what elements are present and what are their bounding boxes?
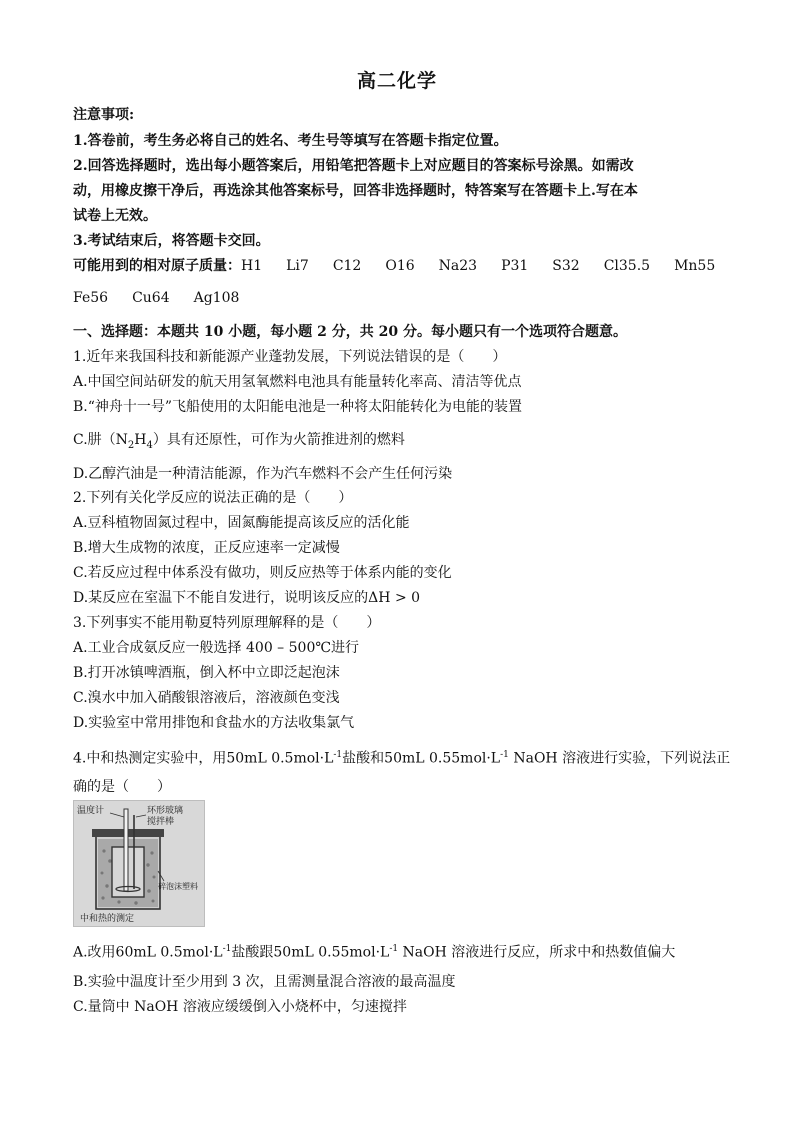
atomic-mass-list-1 (241, 258, 741, 274)
mass-item: Na23 (438, 258, 478, 274)
thermometer-shape (124, 809, 128, 891)
q4-option-b: B.实验中温度计至少用到 3 次，且需测量混合溶液的最高温度 (73, 974, 456, 990)
q4-a-sup-2: -1 (389, 944, 399, 954)
q2-option-d: D.某反应在室温下不能自发进行，说明该反应的ΔH > 0 (73, 590, 421, 606)
mass-item: Li7 (286, 258, 309, 274)
q4-a-part-2: 盐酸跟50mL 0.55mol·L (231, 944, 390, 961)
q3-option-c: C.溴水中加入硝酸银溶液后，溶液颜色变浅 (73, 690, 340, 706)
q1-c-prefix: C.肼（ (73, 432, 116, 448)
q4-stem-part-b: 盐酸和50mL 0.55mol·L (342, 750, 501, 767)
q4-a-part-1: A.改用60mL 0.5mol·L (73, 944, 223, 961)
q4-stem-sup-1: -1 (333, 750, 343, 760)
q1-option-d: D.乙醇汽油是一种清洁能源，作为汽车燃料不会产生任何污染 (73, 466, 453, 482)
q2-stem: 2.下列有关化学反应的说法正确的是（ ） (73, 490, 353, 506)
notice-item-3: 3.考试结束后，将答题卡交回。 (73, 233, 270, 249)
q4-stem-line-2: 确的是（ ） (73, 779, 171, 795)
q4-option-c: C.量筒中 NaOH 溶液应缓缓倒入小烧杯中，匀速搅拌 (73, 999, 407, 1015)
notice-heading: 注意事项: (73, 107, 135, 123)
q2-option-a: A.豆科植物固氮过程中，固氮酶能提高该反应的活化能 (73, 515, 410, 531)
notice-item-1: 1.答卷前，考生务必将自己的姓名、考生号等填写在答题卡指定位置。 (73, 133, 508, 149)
mass-item: C12 (332, 258, 362, 274)
q4-stem-part-a: 4.中和热测定实验中，用50mL 0.5mol·L (73, 750, 334, 767)
page-title: 高二化学 (356, 70, 437, 92)
q1-c-suffix: ）具有还原性，可作为火箭推进剂的燃料 (152, 432, 405, 448)
mass-item: S32 (552, 258, 580, 274)
q3-option-a: A.工业合成氨反应一般选择 400 – 500℃进行 (73, 640, 360, 656)
q2-option-c: C.若反应过程中体系没有做功，则反应热等于体系内能的变化 (73, 565, 452, 581)
q4-a-part-3: NaOH 溶液进行反应，所求中和热数值偏大 (398, 944, 676, 961)
q1-c-sub-2: 2 (127, 439, 135, 451)
q1-option-b: B.“神舟十一号”飞船使用的太阳能电池是一种将太阳能转化为电能的装置 (73, 399, 523, 415)
q3-option-d: D.实验室中常用排饱和食盐水的方法收集氯气 (73, 715, 355, 731)
calorimeter-diagram (74, 801, 204, 926)
mass-item: Fe56 (73, 290, 109, 306)
notice-item-2b: 动，用橡皮擦干净后，再选涂其他答案标号，回答非选择题时，特答案写在答题卡上.写在本 (73, 183, 638, 199)
figure-label-stirrer-1: 环形玻璃 (147, 806, 184, 816)
q3-option-b: B.打开冰镇啤酒瓶，倒入杯中立即泛起泡沫 (73, 665, 340, 681)
mass-item: Ag108 (193, 290, 240, 306)
q1-c-formula-n: N (115, 432, 128, 448)
notice-item-2a: 2.回答选择题时，选出每小题答案后，用铅笔把答题卡上对应题目的答案标号涂黑。如需改 (73, 158, 634, 174)
q1-c-formula-h: H (134, 432, 147, 448)
mass-item: O16 (385, 258, 415, 274)
figure-label-foam: 碎泡沫塑料 (158, 882, 198, 891)
q1-option-c (73, 431, 733, 455)
figure-caption: 中和热的测定 (80, 914, 135, 924)
q4-stem-sup-2: -1 (500, 750, 509, 760)
section-1-heading: 一、选择题：本题共 10 小题，每小题 2 分，共 20 分。每小题只有一个选项符合题意。 (73, 324, 627, 340)
atomic-mass-row-2 (73, 289, 733, 307)
q4-a-sup-1: -1 (222, 944, 232, 954)
q3-stem: 3.下列事实不能用勒夏特列原理解释的是（ ） (73, 615, 381, 631)
mass-item: Cu64 (132, 290, 170, 306)
mass-item: Mn55 (674, 258, 716, 274)
atomic-mass-row-1 (73, 257, 733, 275)
notice-item-2c: 试卷上无效。 (73, 208, 157, 224)
q2-option-b: B.增大生成物的浓度，正反应速率一定减慢 (73, 540, 340, 556)
atomic-mass-label: 可能用到的相对原子质量： (73, 258, 241, 274)
figure-label-stirrer-2: 搅拌棒 (147, 817, 175, 827)
q4-stem-part-c: NaOH 溶液进行实验，下列说法正 (508, 750, 731, 767)
q1-stem: 1.近年来我国科技和新能源产业蓬勃发展，下列说法错误的是（ ） (73, 349, 507, 365)
calorimeter-figure (73, 800, 205, 927)
q4-option-a (73, 940, 733, 962)
q4-stem-line-1 (73, 746, 733, 768)
figure-label-thermometer: 温度计 (77, 806, 105, 816)
mass-item: Cl35.5 (603, 258, 651, 274)
mass-item: H1 (241, 258, 263, 274)
q1-option-a: A.中国空间站研发的航天用氢氧燃料电池具有能量转化率高、清洁等优点 (73, 374, 522, 390)
q1-c-sub-4: 4 (146, 439, 153, 451)
mass-item: P31 (501, 258, 529, 274)
